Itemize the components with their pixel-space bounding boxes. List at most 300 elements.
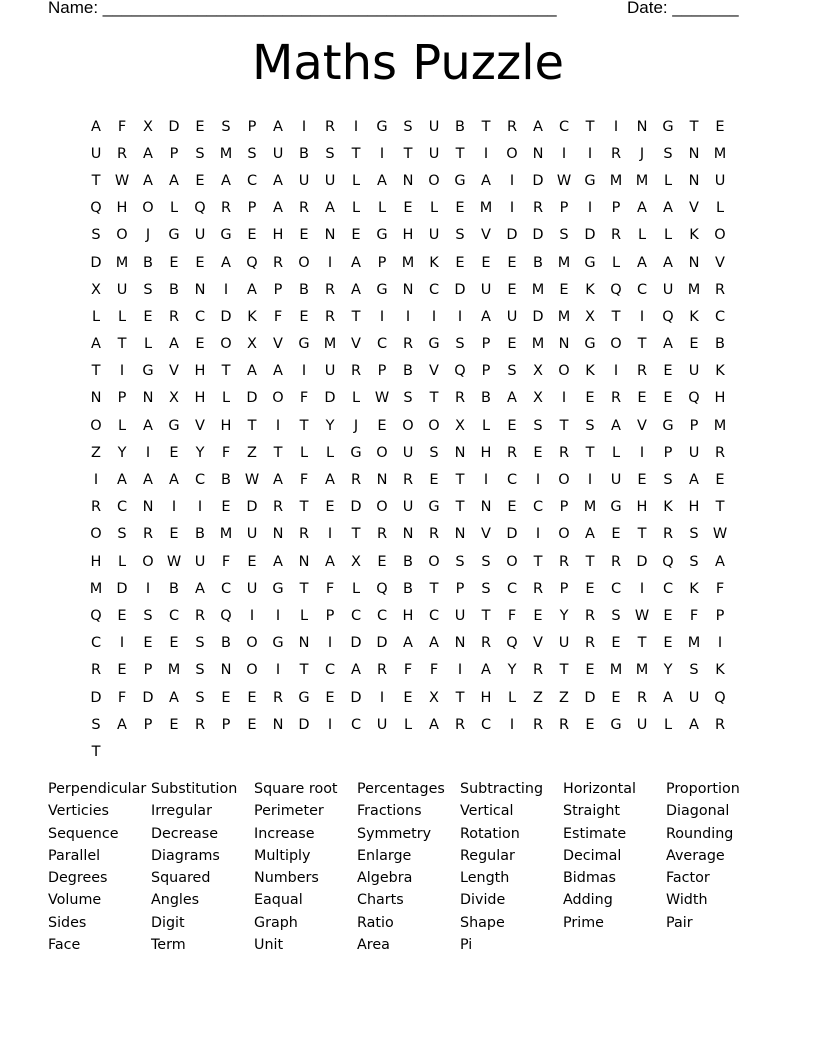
grid-letter: L [351, 580, 361, 597]
grid-letter: R [558, 553, 570, 570]
grid-letter: C [90, 635, 102, 652]
grid-letter: L [481, 417, 491, 434]
grid-letter: B [403, 580, 413, 597]
grid-letter: T [455, 689, 465, 706]
grid-letter: T [585, 553, 595, 570]
grid-letter: T [273, 444, 283, 461]
grid-letter: T [455, 145, 465, 162]
grid-letter: N [636, 118, 648, 135]
word-list-item: Parallel [48, 847, 101, 864]
word-list-item: Eaqual [254, 892, 303, 909]
grid-letter: C [168, 607, 180, 624]
grid-letter: U [324, 363, 336, 380]
grid-letter: E [247, 716, 257, 733]
grid-letter: E [585, 390, 595, 407]
grid-letter: E [221, 689, 231, 706]
grid-letter: P [559, 499, 569, 516]
word-list-item: Adding [563, 892, 613, 909]
grid-letter: U [246, 526, 258, 543]
grid-letter: U [688, 363, 700, 380]
grid-letter: E [325, 689, 335, 706]
word-list-item: Digit [151, 914, 185, 931]
word-list-item: Straight [563, 803, 621, 820]
grid-letter: S [195, 635, 205, 652]
word-list-item: Angles [151, 892, 200, 909]
grid-letter: D [350, 499, 362, 516]
grid-letter: C [376, 336, 388, 353]
grid-letter: K [247, 308, 257, 325]
grid-letter: J [353, 417, 359, 434]
grid-letter: R [532, 580, 544, 597]
grid-letter: R [584, 635, 596, 652]
grid-letter: P [143, 662, 153, 679]
grid-letter: D [584, 227, 596, 244]
grid-letter: O [558, 472, 570, 489]
grid-letter: N [402, 526, 414, 543]
grid-letter: P [377, 363, 387, 380]
grid-letter: O [610, 336, 622, 353]
grid-letter: R [168, 308, 180, 325]
grid-letter: I [275, 662, 281, 679]
grid-letter: U [402, 444, 414, 461]
name-field-label: Name: ________________________________________________ [48, 0, 557, 17]
grid-letter: R [532, 662, 544, 679]
grid-letter: Z [247, 444, 257, 461]
grid-letter: D [506, 227, 518, 244]
grid-letter: A [481, 172, 491, 189]
grid-letter: E [169, 444, 179, 461]
grid-letter: W [166, 553, 182, 570]
grid-letter: A [689, 716, 699, 733]
grid-letter: S [91, 227, 101, 244]
grid-letter: D [532, 308, 544, 325]
grid-letter: X [91, 281, 101, 298]
grid-letter: O [272, 390, 284, 407]
grid-letter: D [350, 635, 362, 652]
grid-letter: U [90, 145, 102, 162]
grid-letter: L [143, 336, 153, 353]
grid-letter: E [507, 281, 517, 298]
grid-letter: G [298, 336, 310, 353]
word-list-item: Sides [48, 914, 87, 931]
grid-letter: T [91, 172, 101, 189]
grid-letter: G [298, 689, 310, 706]
grid-letter: A [377, 172, 387, 189]
grid-letter: A [403, 635, 413, 652]
grid-letter: L [117, 308, 127, 325]
word-list-item: Diagonal [666, 803, 730, 820]
grid-letter: R [142, 526, 154, 543]
grid-letter: U [558, 635, 570, 652]
grid-letter: N [272, 526, 284, 543]
grid-letter: G [376, 281, 388, 298]
grid-letter: U [298, 172, 310, 189]
grid-letter: C [532, 499, 544, 516]
grid-letter: I [587, 200, 593, 217]
grid-letter: E [325, 499, 335, 516]
grid-letter: S [689, 553, 699, 570]
grid-letter: R [584, 607, 596, 624]
grid-letter: G [428, 499, 440, 516]
grid-letter: A [117, 472, 127, 489]
word-list-item: Estimate [563, 825, 627, 842]
grid-letter: H [402, 227, 414, 244]
grid-letter: C [610, 580, 622, 597]
grid-letter: V [481, 526, 491, 543]
grid-letter: B [403, 363, 413, 380]
grid-letter: V [429, 363, 439, 380]
grid-letter: A [195, 580, 205, 597]
grid-letter: C [636, 281, 648, 298]
grid-letter: I [639, 580, 645, 597]
grid-letter: E [143, 308, 153, 325]
grid-letter: R [402, 472, 414, 489]
word-list-item: Ratio [357, 914, 394, 931]
grid-letter: F [221, 553, 231, 570]
grid-letter: I [587, 472, 593, 489]
grid-letter: R [662, 526, 674, 543]
word-list-item: Rounding [666, 825, 734, 842]
grid-letter: R [506, 118, 518, 135]
grid-letter: M [609, 662, 623, 679]
grid-letter: A [91, 336, 101, 353]
grid-letter: O [142, 200, 154, 217]
grid-letter: L [351, 172, 361, 189]
grid-letter: S [585, 417, 595, 434]
grid-letter: Q [662, 308, 674, 325]
grid-letter: A [663, 200, 673, 217]
grid-letter: S [689, 662, 699, 679]
grid-letter: Q [714, 689, 726, 706]
grid-letter: U [506, 308, 518, 325]
grid-letter: R [610, 145, 622, 162]
grid-letter: T [117, 336, 127, 353]
grid-letter: K [689, 227, 699, 244]
grid-letter: H [272, 227, 284, 244]
grid-letter: E [455, 254, 465, 271]
grid-letter: U [246, 580, 258, 597]
grid-letter: A [143, 145, 153, 162]
grid-letter: Y [507, 662, 517, 679]
grid-letter: R [298, 200, 310, 217]
grid-letter: C [506, 472, 518, 489]
grid-letter: F [715, 580, 725, 597]
grid-letter: L [299, 607, 309, 624]
grid-letter: O [402, 417, 414, 434]
grid-letter: U [194, 553, 206, 570]
grid-letter: N [454, 526, 466, 543]
date-field-label: Date: _______ [627, 0, 739, 17]
grid-letter: L [663, 227, 673, 244]
grid-letter: S [559, 227, 569, 244]
grid-letter: R [636, 689, 648, 706]
grid-letter: C [714, 308, 726, 325]
grid-letter: Z [91, 444, 101, 461]
grid-letter: R [506, 444, 518, 461]
grid-letter: I [457, 662, 463, 679]
grid-letter: G [428, 336, 440, 353]
grid-letter: E [585, 716, 595, 733]
word-list-item: Degrees [48, 870, 108, 887]
word-list-item: Pair [666, 914, 693, 931]
grid-letter: A [481, 308, 491, 325]
grid-letter: G [168, 417, 180, 434]
grid-letter: I [301, 118, 307, 135]
grid-letter: D [324, 390, 336, 407]
grid-letter: Q [246, 254, 258, 271]
grid-letter: B [169, 580, 179, 597]
grid-letter: G [610, 499, 622, 516]
grid-letter: M [635, 662, 649, 679]
grid-letter: D [168, 118, 180, 135]
grid-letter: E [403, 689, 413, 706]
grid-letter: E [117, 607, 127, 624]
grid-letter: E [221, 499, 231, 516]
grid-letter: I [327, 635, 333, 652]
grid-letter: Q [506, 635, 518, 652]
grid-letter: U [428, 118, 440, 135]
grid-letter: D [220, 308, 232, 325]
grid-letter: T [299, 417, 309, 434]
word-list-item: Enlarge [357, 847, 412, 864]
grid-letter: D [298, 716, 310, 733]
grid-letter: S [143, 281, 153, 298]
grid-letter: I [483, 145, 489, 162]
grid-letter: B [195, 526, 205, 543]
grid-letter: A [663, 336, 673, 353]
grid-letter: Z [533, 689, 543, 706]
grid-letter: S [195, 689, 205, 706]
grid-letter: S [663, 145, 673, 162]
grid-letter: I [535, 526, 541, 543]
grid-letter: U [376, 716, 388, 733]
grid-letter: H [402, 607, 414, 624]
grid-letter: I [535, 472, 541, 489]
grid-letter: I [353, 118, 359, 135]
grid-letter: N [220, 662, 232, 679]
word-list-item: Subtracting [460, 781, 544, 797]
grid-letter: D [584, 689, 596, 706]
grid-letter: A [273, 472, 283, 489]
grid-letter: E [169, 716, 179, 733]
word-list-item: Irregular [151, 803, 212, 820]
grid-letter: L [507, 689, 517, 706]
grid-letter: O [142, 553, 154, 570]
grid-letter: S [481, 553, 491, 570]
grid-letter: L [663, 172, 673, 189]
grid-letter: E [507, 336, 517, 353]
grid-letter: Q [610, 281, 622, 298]
grid-letter: X [143, 118, 153, 135]
grid-letter: C [558, 118, 570, 135]
grid-letter: W [114, 172, 130, 189]
grid-letter: C [116, 499, 128, 516]
grid-letter: U [324, 172, 336, 189]
grid-letter: N [376, 472, 388, 489]
grid-letter: U [662, 281, 674, 298]
grid-letter: N [298, 553, 310, 570]
grid-letter: F [273, 308, 283, 325]
grid-letter: L [611, 254, 621, 271]
grid-letter: C [480, 716, 492, 733]
grid-letter: R [428, 526, 440, 543]
grid-letter: B [455, 118, 465, 135]
grid-letter: N [402, 281, 414, 298]
grid-letter: S [455, 336, 465, 353]
grid-letter: I [431, 308, 437, 325]
grid-letter: I [509, 200, 515, 217]
grid-letter: S [221, 118, 231, 135]
grid-letter: H [480, 444, 492, 461]
grid-letter: M [531, 336, 545, 353]
grid-letter: W [244, 472, 260, 489]
grid-letter: E [377, 553, 387, 570]
grid-letter: S [91, 716, 101, 733]
grid-letter: Q [454, 363, 466, 380]
grid-letter: R [610, 227, 622, 244]
grid-letter: A [143, 172, 153, 189]
grid-letter: E [195, 118, 205, 135]
grid-letter: L [117, 417, 127, 434]
grid-letter: H [714, 390, 726, 407]
grid-letter: E [247, 689, 257, 706]
grid-letter: A [325, 472, 335, 489]
grid-letter: S [455, 227, 465, 244]
grid-letter: F [299, 390, 309, 407]
grid-letter: I [275, 417, 281, 434]
grid-letter: I [197, 499, 203, 516]
grid-letter: B [403, 553, 413, 570]
grid-letter: M [531, 281, 545, 298]
grid-letter: N [480, 499, 492, 516]
grid-letter: T [299, 662, 309, 679]
grid-letter: U [688, 444, 700, 461]
grid-letter: P [273, 281, 283, 298]
grid-letter: A [351, 281, 361, 298]
grid-letter: W [374, 390, 390, 407]
grid-letter: O [246, 635, 258, 652]
grid-letter: M [115, 254, 129, 271]
grid-letter: A [429, 716, 439, 733]
grid-letter: L [299, 444, 309, 461]
grid-letter: G [584, 172, 596, 189]
grid-letter: M [219, 145, 233, 162]
grid-letter: I [639, 444, 645, 461]
grid-letter: U [272, 145, 284, 162]
grid-letter: O [506, 553, 518, 570]
grid-letter: T [299, 580, 309, 597]
grid-letter: P [169, 145, 179, 162]
grid-letter: I [509, 172, 515, 189]
grid-letter: T [559, 662, 569, 679]
grid-letter: H [194, 390, 206, 407]
grid-letter: G [584, 254, 596, 271]
grid-letter: E [299, 227, 309, 244]
grid-letter: B [169, 281, 179, 298]
grid-letter: C [194, 472, 206, 489]
grid-letter: L [377, 200, 387, 217]
grid-letter: T [585, 118, 595, 135]
grid-letter: E [195, 336, 205, 353]
grid-letter: L [429, 200, 439, 217]
grid-letter: J [145, 227, 151, 244]
grid-letter: C [194, 308, 206, 325]
grid-letter: K [689, 580, 699, 597]
grid-letter: R [272, 254, 284, 271]
grid-letter: T [637, 336, 647, 353]
grid-letter: P [689, 417, 699, 434]
grid-letter: H [90, 553, 102, 570]
grid-letter: E [195, 254, 205, 271]
grid-letter: A [273, 172, 283, 189]
grid-letter: A [169, 472, 179, 489]
grid-letter: G [662, 118, 674, 135]
grid-letter: Q [194, 200, 206, 217]
grid-letter: D [246, 390, 258, 407]
grid-letter: S [455, 553, 465, 570]
grid-letter: F [117, 118, 127, 135]
grid-letter: V [637, 417, 647, 434]
grid-letter: G [350, 444, 362, 461]
grid-letter: N [402, 172, 414, 189]
grid-letter: L [663, 716, 673, 733]
grid-letter: M [713, 145, 727, 162]
grid-letter: F [221, 444, 231, 461]
grid-letter: E [715, 118, 725, 135]
grid-letter: U [636, 716, 648, 733]
word-list [48, 778, 769, 956]
grid-letter: T [247, 417, 257, 434]
grid-letter: S [403, 390, 413, 407]
grid-letter: G [142, 363, 154, 380]
grid-letter: T [715, 499, 725, 516]
grid-letter: D [532, 227, 544, 244]
word-list-item: Shape [460, 914, 505, 931]
grid-letter: M [687, 281, 701, 298]
grid-letter: E [143, 635, 153, 652]
word-list-item: Algebra [357, 870, 413, 887]
grid-letter: P [481, 336, 491, 353]
grid-letter: P [325, 607, 335, 624]
grid-letter: X [585, 308, 595, 325]
grid-letter: G [272, 580, 284, 597]
grid-letter: I [613, 118, 619, 135]
word-list-item: Diagrams [151, 847, 220, 864]
grid-letter: D [532, 172, 544, 189]
grid-letter: Y [325, 417, 335, 434]
grid-letter: A [169, 172, 179, 189]
grid-letter: L [117, 553, 127, 570]
grid-letter: Q [662, 553, 674, 570]
grid-letter: O [558, 363, 570, 380]
grid-letter: V [689, 200, 699, 217]
grid-letter: S [247, 145, 257, 162]
grid-letter: L [351, 390, 361, 407]
grid-letter: R [90, 662, 102, 679]
word-list-item: Substitution [151, 781, 238, 797]
grid-letter: N [142, 499, 154, 516]
grid-letter: T [91, 743, 101, 760]
grid-letter: I [379, 689, 385, 706]
grid-letter: O [116, 227, 128, 244]
grid-letter: N [142, 390, 154, 407]
grid-letter: I [327, 254, 333, 271]
word-list-item: Vertical [460, 803, 514, 820]
grid-letter: V [273, 336, 283, 353]
grid-letter: I [509, 716, 515, 733]
grid-letter: E [117, 662, 127, 679]
grid-letter: A [273, 553, 283, 570]
